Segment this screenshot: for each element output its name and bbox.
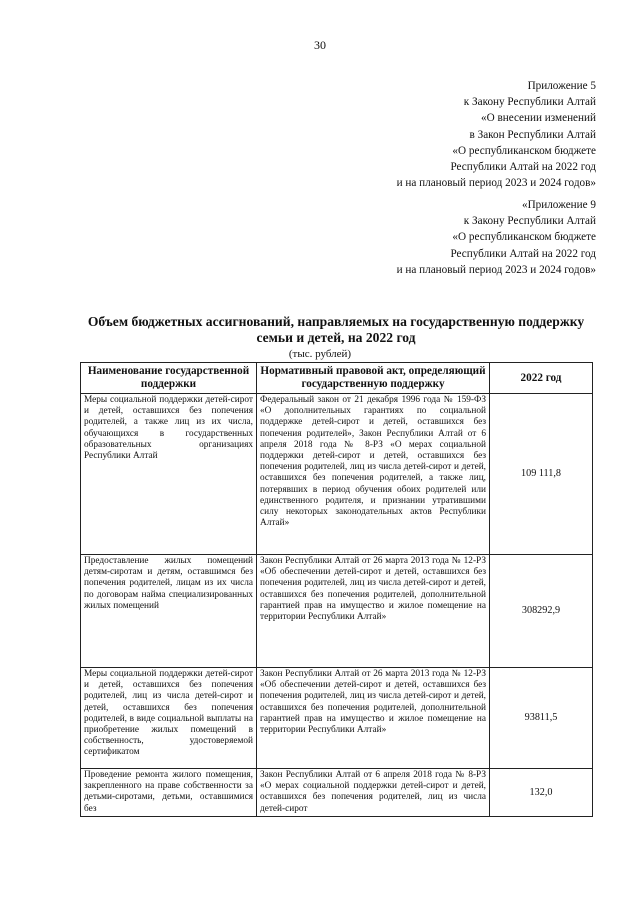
table-row: [81, 668, 593, 769]
annex-5-line: Республики Алтай на 2022 год: [450, 161, 596, 174]
table-row: [81, 555, 593, 668]
annex-9-line: и на плановый период 2023 и 2024 годов»: [396, 263, 596, 276]
annex-9-line: к Закону Республики Алтай: [463, 215, 596, 228]
table-row: [81, 394, 593, 555]
support-name-cell: Предоставление жилых помещений детям-сиротам и детям, оставшимся без попечения родителей, лицам из их числа по договорам найма специализированных жилых помещений: [81, 555, 257, 668]
column-header-year-2022: 2022 год: [490, 363, 593, 394]
column-header-support-name: Наименование государственной поддержки: [81, 363, 257, 394]
legal-act-cell: Закон Республики Алтай от 26 марта 2013 года № 12-РЗ «Об обеспечении детей-сирот и детей, оставшихся без попечения родителей, лиц из числа детей-сирот и детей, оставшихся без попечения родителей, дополнительной гарантией прав на имущество и жилое помещение на территории Республики Алтай»: [257, 555, 490, 668]
support-name-cell: Меры социальной поддержки детей-сирот и детей, оставшихся без попечения родителей, лиц из числа детей-сирот и детей, оставшихся без попечения родителей, в виде социальной выплаты на приобретение жилых помещений в собственность, удостоверяемой сертификатом: [81, 668, 257, 769]
annex-9-line: Республики Алтай на 2022 год: [450, 247, 596, 260]
legal-act-cell: Закон Республики Алтай от 26 марта 2013 года № 12-РЗ «Об обеспечении детей-сирот и детей, оставшихся без попечения родителей, лиц из числа детей-сирот и детей, оставшихся без попечения родителей, дополнительной гарантией прав на имущество и жилое помещение на территории Республики Алтай»: [257, 668, 490, 769]
amount-cell: 308292,9: [490, 555, 593, 668]
document-title: Объем бюджетных ассигнований, направляемых на государственную поддержку семьи и детей, на 2022 год: [87, 314, 585, 345]
page-number: 30: [314, 38, 326, 52]
amount-cell: 93811,5: [490, 668, 593, 769]
annex-5-heading: [397, 78, 596, 191]
amount-cell: 132,0: [490, 769, 593, 817]
amount-cell: 109 111,8: [490, 394, 593, 555]
table-row: [81, 769, 593, 817]
annex-5-line: и на плановый период 2023 и 2024 годов»: [396, 177, 596, 190]
annex-5-line: Приложение 5: [527, 80, 596, 92]
support-name-cell: Проведение ремонта жилого помещения, закрепленного на праве собственности за детьми-сиротами, детьми, оставшимися без: [81, 769, 257, 817]
legal-act-cell: Закон Республики Алтай от 6 апреля 2018 года № 8-РЗ «О мерах социальной поддержки детей-сирот и детей, оставшихся без попечения родителей, лиц из числа детей-сирот: [257, 769, 490, 817]
column-header-legal-act: Нормативный правовой акт, определяющий государственную поддержку: [257, 363, 490, 394]
table-header-row: [81, 363, 593, 394]
annex-9-heading: [397, 197, 596, 278]
annex-5-line: в Закон Республики Алтай: [469, 128, 596, 141]
units-note: (тыс. рублей): [288, 348, 352, 360]
support-table: [80, 362, 593, 817]
support-name-cell: Меры социальной поддержки детей-сирот и детей, оставшихся без попечения родителей, а также лиц из их числа, обучающихся в государственных образовательных организациях Республики Алтай: [81, 394, 257, 555]
annex-5-line: «О внесении изменений: [480, 112, 596, 125]
annex-5-line: «О республиканском бюджете: [452, 144, 596, 157]
annex-9-line: «О республиканском бюджете: [452, 231, 596, 244]
annex-5-line: к Закону Республики Алтай: [463, 96, 596, 109]
legal-act-cell: Федеральный закон от 21 декабря 1996 года № 159-ФЗ «О дополнительных гарантиях по социальной поддержке детей-сирот и детей, оставшихся без попечения родителей», Закон Республики Алтай от 6 апреля 2018 года № 8-РЗ «О мерах социальной поддержки детей-сирот и детей, оставшихся без попечения родителей, лиц из числа детей-сирот и детей, оставшихся без попечения родителей, а также лиц, потерявших в период обучения обоих родителей или единственного родителя, и признании утратившими силу некоторых законодательных актов Республики Алтай»: [257, 394, 490, 555]
annex-9-line: «Приложение 9: [521, 199, 596, 211]
